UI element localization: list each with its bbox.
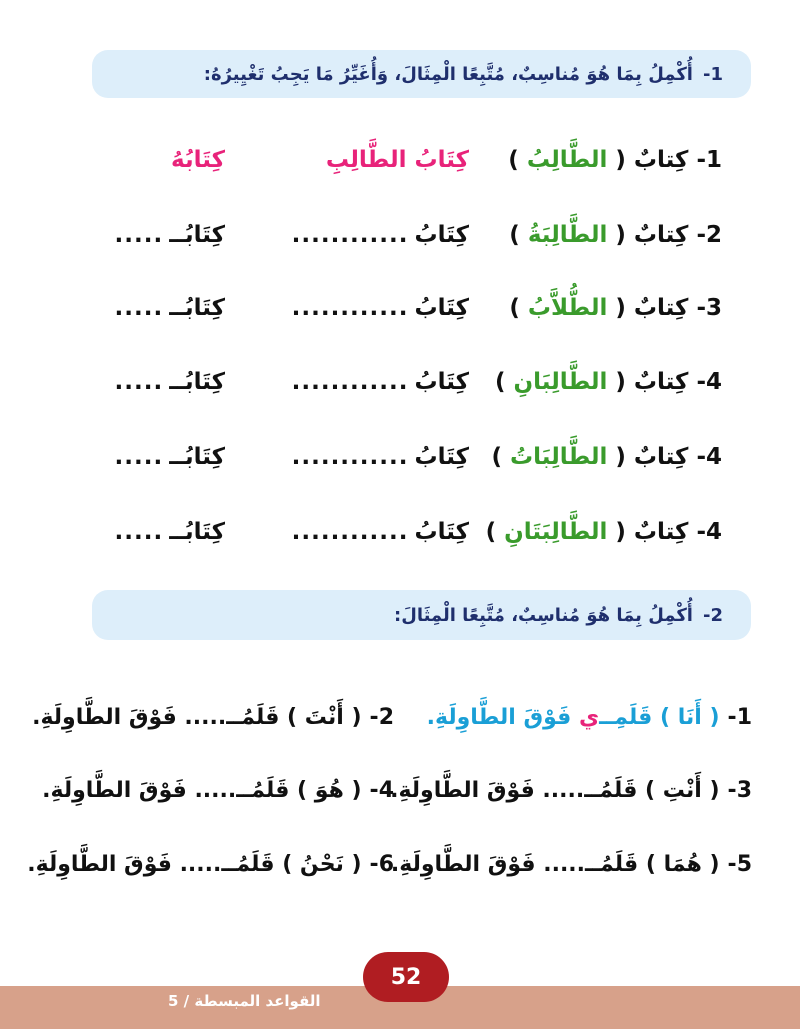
item-number: 1-: [727, 704, 752, 730]
question-cell: [509, 213, 722, 257]
answer2-blank[interactable]: [115, 286, 225, 330]
answer2-word: كِتَابُــ: [169, 444, 225, 470]
answer1-word: كِتَابُ: [414, 222, 469, 248]
item-text: ( نَحْنُ ) قَلَمُــ..... فَوْقَ الطَّاوِلَةِ.: [27, 851, 362, 877]
word: كِتابٌ: [633, 147, 689, 173]
open-paren: (: [615, 295, 626, 321]
answer1-dots: ............: [291, 222, 409, 248]
open-paren: (: [615, 444, 626, 470]
close-paren: ): [491, 444, 503, 470]
answer2-word: كِتَابُــ: [169, 222, 225, 248]
page-number: 52: [390, 964, 422, 990]
pronoun: أَنَا: [677, 704, 702, 730]
exercise2-item[interactable]: [27, 842, 394, 886]
word: كِتابٌ: [633, 519, 689, 545]
row-number: 1-: [696, 147, 722, 173]
open-paren: (: [709, 704, 720, 730]
answer1-blank[interactable]: [292, 510, 469, 554]
question-cell: [492, 435, 723, 479]
answer2-blank[interactable]: [115, 213, 225, 257]
word: كِتابٌ: [633, 295, 689, 321]
noun: الطَّالِبَةُ: [527, 222, 608, 248]
book-title: القواعد المبسطة / 5: [168, 992, 321, 1010]
open-paren: (: [615, 519, 626, 545]
answer1-blank[interactable]: [292, 286, 469, 330]
noun: الطَّالِبُ: [526, 147, 608, 173]
question-cell: [508, 138, 722, 182]
pen-word: قَلَمِــ: [599, 704, 653, 730]
exercise1-instruction-banner: [92, 50, 751, 98]
row-number: 3-: [696, 295, 722, 321]
item-number: 2-: [369, 704, 394, 730]
answer2-blank[interactable]: [115, 435, 225, 479]
row-number: 2-: [696, 222, 722, 248]
exercise2-instruction-banner: [92, 590, 751, 640]
close-paren: ): [485, 519, 497, 545]
page-number-badge: [363, 952, 449, 1002]
exercise1-row: [0, 435, 800, 479]
noun: الطَّالِبَاتُ: [510, 444, 608, 470]
answer2-dots: .....: [114, 444, 164, 470]
rest-of-sentence: فَوْقَ الطَّاوِلَةِ.: [426, 704, 572, 730]
answer2-dots: .....: [114, 222, 164, 248]
close-paren: ): [494, 369, 506, 395]
answer1-dots: ............: [291, 444, 409, 470]
exercise2-item[interactable]: [42, 768, 394, 812]
close-paren: ): [509, 295, 520, 321]
word: كِتابٌ: [633, 444, 689, 470]
answer2-dots: .....: [114, 369, 164, 395]
noun: الطَّالِبَانِ: [513, 369, 608, 395]
answer1-word: كِتَابُ: [414, 519, 469, 545]
exercise1-row: [0, 360, 800, 404]
word: كِتابٌ: [633, 369, 689, 395]
exercise2-item[interactable]: [32, 695, 394, 739]
open-paren: (: [615, 222, 626, 248]
answer1-blank[interactable]: [292, 435, 469, 479]
row-number: 4-: [696, 369, 722, 395]
exercise1-instruction: أُكْمِلُ بِمَا هُوَ مُناسِبٌ، مُتَّبِعًا الْمِثَالَ، وَأُغَيِّرُ مَا يَجِبُ تَغْيِيرُهُ:: [203, 63, 693, 85]
close-paren: ): [509, 222, 520, 248]
answer1-word: كِتَابُ: [414, 295, 469, 321]
exercise2-item[interactable]: [390, 768, 752, 812]
item-number: 4-: [369, 777, 394, 803]
exercise1-row: [0, 213, 800, 257]
answer2-dots: .....: [114, 519, 164, 545]
example-item: [427, 695, 752, 739]
word: كِتابٌ: [633, 222, 689, 248]
answer2-blank[interactable]: [115, 360, 225, 404]
exercise2-row: [0, 768, 800, 812]
answer2-word: كِتَابُــ: [169, 519, 225, 545]
answer1-dots: ............: [291, 369, 409, 395]
exercise2-instruction: أُكْمِلُ بِمَا هُوَ مُناسِبٌ، مُتَّبِعًا الْمِثَالَ:: [394, 604, 693, 626]
exercise1-row: [0, 286, 800, 330]
question-cell: [486, 510, 722, 554]
item-text: ( أَنْتِ ) قَلَمُــ..... فَوْقَ الطَّاوِلَةِ.: [390, 777, 720, 803]
item-text: ( أَنْتَ ) قَلَمُــ..... فَوْقَ الطَّاوِلَةِ.: [32, 704, 362, 730]
answer2-example: كِتَابُهُ: [171, 147, 225, 173]
answer2-word: كِتَابُــ: [169, 369, 225, 395]
answer1-word: كِتَابُ: [414, 444, 469, 470]
exercise1-row: [0, 510, 800, 554]
close-paren: ): [508, 147, 519, 173]
open-paren: (: [615, 369, 626, 395]
exercise1-number: 1-: [702, 63, 723, 85]
answer1-dots: ............: [291, 519, 409, 545]
item-number: 3-: [727, 777, 752, 803]
answer2-dots: .....: [114, 295, 164, 321]
question-cell: [509, 286, 722, 330]
pronoun-suffix: ي: [578, 704, 600, 730]
noun: الطُّلاَّبُ: [527, 295, 608, 321]
answer1-blank[interactable]: [292, 213, 469, 257]
answer1-example: كِتَابُ الطَّالِبِ: [325, 147, 469, 173]
answer1-blank[interactable]: [292, 360, 469, 404]
exercise2-row: [0, 842, 800, 886]
item-text: ( هُمَا ) قَلَمُــ..... فَوْقَ الطَّاوِلَةِ.: [390, 851, 720, 877]
item-number: 5-: [727, 851, 752, 877]
answer2-word: كِتَابُــ: [169, 295, 225, 321]
question-cell: [495, 360, 722, 404]
answer1-dots: ............: [291, 295, 409, 321]
item-text: ( هُوَ ) قَلَمُــ..... فَوْقَ الطَّاوِلَةِ.: [42, 777, 362, 803]
item-number: 6-: [369, 851, 394, 877]
open-paren: (: [615, 147, 626, 173]
row-number: 4-: [696, 444, 722, 470]
exercise2-number: 2-: [702, 604, 723, 626]
noun: الطَّالِبَتَانِ: [504, 519, 608, 545]
exercise1-row: [0, 138, 800, 182]
row-number: 4-: [696, 519, 722, 545]
answer1-word: كِتَابُ: [414, 369, 469, 395]
exercise2-row: [0, 695, 800, 739]
close-paren: ): [660, 704, 671, 730]
exercise2-item[interactable]: [391, 842, 752, 886]
answer2-blank[interactable]: [115, 510, 225, 554]
